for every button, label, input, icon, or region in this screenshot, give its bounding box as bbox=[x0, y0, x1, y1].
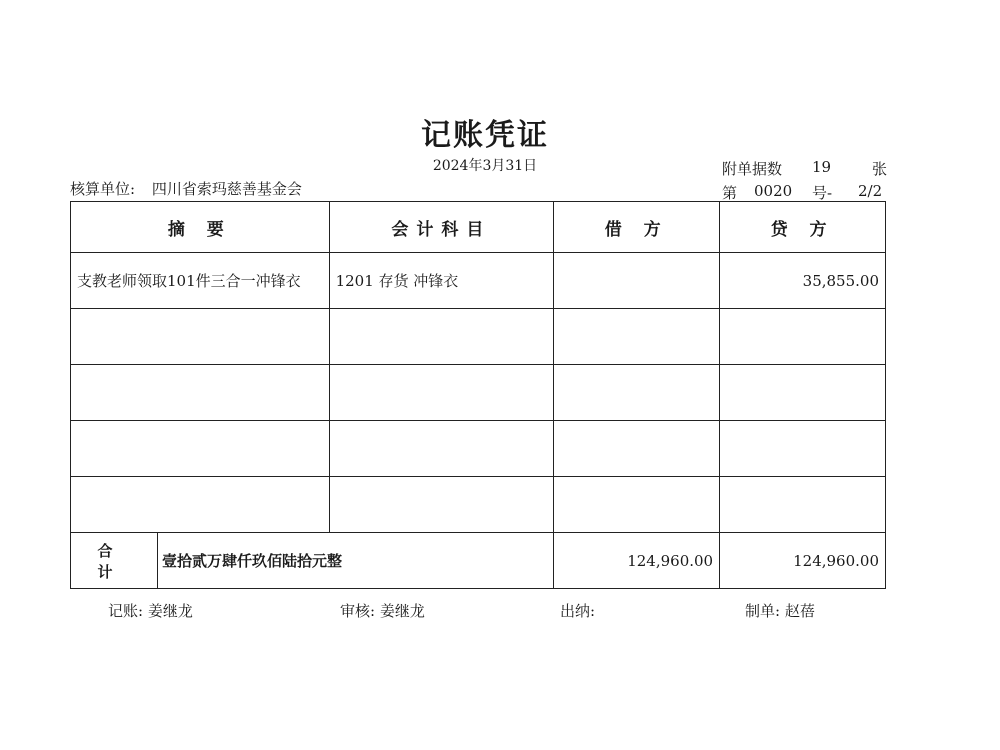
voucher-page: 2/2 bbox=[858, 182, 883, 200]
cell-debit bbox=[554, 253, 720, 309]
cell-account: 1201 存货 冲锋衣 bbox=[329, 253, 554, 309]
table-row bbox=[71, 477, 886, 533]
cell-summary bbox=[71, 477, 330, 533]
voucher-number: 0020 bbox=[754, 182, 793, 200]
total-label-box bbox=[71, 533, 158, 588]
cell-debit bbox=[554, 421, 720, 477]
cell-credit bbox=[720, 365, 886, 421]
cell-summary bbox=[71, 421, 330, 477]
attachments-label: 附单据数 bbox=[722, 160, 783, 178]
table-row bbox=[71, 365, 886, 421]
total-row bbox=[71, 533, 886, 589]
voucher-title: 记账凭证 bbox=[421, 118, 549, 153]
cell-debit bbox=[554, 365, 720, 421]
total-debit: 124,960.00 bbox=[554, 533, 720, 589]
total-amount-words: 壹拾贰万肆仟玖佰陆拾元整 bbox=[162, 552, 343, 570]
voucher-number-suffix: 号- bbox=[812, 184, 833, 202]
header-summary: 摘 要 bbox=[71, 202, 330, 253]
auditor: 审核: 姜继龙 bbox=[340, 602, 425, 620]
attachments-unit: 张 bbox=[872, 160, 888, 178]
table-header-row bbox=[71, 202, 886, 253]
voucher-number-prefix: 第 bbox=[722, 184, 738, 202]
preparer: 制单: 赵蓓 bbox=[745, 602, 815, 620]
header-debit: 借 方 bbox=[554, 202, 720, 253]
cell-credit bbox=[720, 309, 886, 365]
cell-account bbox=[329, 309, 554, 365]
cell-summary bbox=[71, 309, 330, 365]
cell-debit bbox=[554, 477, 720, 533]
cell-credit bbox=[720, 421, 886, 477]
attachments-count: 19 bbox=[812, 158, 832, 176]
cell-account bbox=[329, 477, 554, 533]
header-account: 会计科目 bbox=[329, 202, 554, 253]
voucher-table bbox=[70, 201, 886, 589]
voucher-meta bbox=[722, 158, 892, 206]
bookkeeper: 记账: 姜继龙 bbox=[108, 602, 193, 620]
total-credit: 124,960.00 bbox=[720, 533, 886, 589]
signature-footer bbox=[0, 600, 1000, 624]
total-label: 合 计 bbox=[97, 541, 131, 581]
cashier: 出纳: bbox=[560, 602, 596, 620]
cell-account bbox=[329, 365, 554, 421]
cell-credit: 35,855.00 bbox=[720, 253, 886, 309]
cell-account bbox=[329, 421, 554, 477]
accounting-unit-label: 核算单位: bbox=[70, 180, 136, 198]
accounting-unit-name: 四川省索玛慈善基金会 bbox=[151, 180, 302, 198]
table-row bbox=[71, 421, 886, 477]
attachments-row bbox=[722, 158, 892, 182]
cell-summary: 支教老师领取101件三合一冲锋衣 bbox=[71, 253, 330, 309]
accounting-unit bbox=[70, 178, 302, 199]
voucher-date: 2024年3月31日 bbox=[432, 158, 538, 174]
header-credit: 贷 方 bbox=[720, 202, 886, 253]
cell-summary bbox=[71, 365, 330, 421]
cell-credit bbox=[720, 477, 886, 533]
cell-debit bbox=[554, 309, 720, 365]
total-summary-cell bbox=[71, 533, 554, 589]
table-row bbox=[71, 309, 886, 365]
table-row bbox=[71, 253, 886, 309]
